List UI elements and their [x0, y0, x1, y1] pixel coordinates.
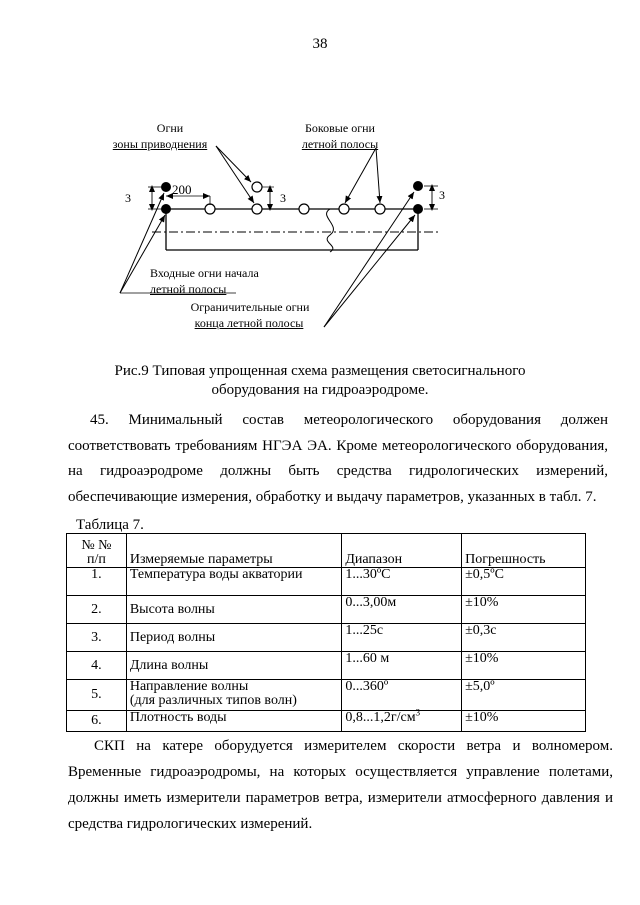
- table-row: [67, 711, 586, 732]
- cell-range: 1...30ºС: [342, 568, 462, 596]
- cell-parameter-line-2: (для различных типов волн): [129, 693, 297, 708]
- label-side-line1: Боковые огни: [305, 121, 375, 135]
- cell-parameter-line-1: Направление волны: [129, 679, 249, 694]
- cell-error: ±10%: [462, 596, 586, 624]
- cell-number: 4.: [67, 652, 127, 680]
- dimension-200: 200: [172, 182, 192, 197]
- cell-error: ±0,5ºС: [462, 568, 586, 596]
- table-row: [67, 568, 586, 596]
- leader-touchdown-a: [216, 146, 251, 182]
- touchdown-light-1: [205, 204, 215, 214]
- header-parameter: Измеряемые параметры: [126, 534, 342, 568]
- label-threshold-line1: Входные огни начала: [150, 266, 259, 280]
- cell-parameter: Период волны: [126, 624, 342, 652]
- cell-range: 0...360º: [342, 680, 462, 711]
- end-light-outer: [413, 181, 423, 191]
- threshold-light-inner: [161, 204, 171, 214]
- parameters-table: [66, 533, 586, 732]
- header-range: Диапазон: [342, 534, 462, 568]
- table-row: [67, 652, 586, 680]
- touchdown-light-3: [252, 182, 262, 192]
- paragraph-skp: [68, 733, 613, 837]
- cell-range-value: 0,8...1,2г/см: [345, 710, 416, 725]
- table-row: [67, 596, 586, 624]
- break-mark: [327, 209, 334, 252]
- dimension-left: 3: [125, 191, 131, 205]
- header-number-line-2: п/п: [86, 552, 106, 567]
- cell-number: 5.: [67, 680, 127, 711]
- cell-error: ±5,0º: [462, 680, 586, 711]
- cell-parameter: Высота волны: [126, 596, 342, 624]
- side-light-2: [339, 204, 349, 214]
- cell-parameter: Длина волны: [126, 652, 342, 680]
- table-row: [67, 624, 586, 652]
- paragraph-skp-line-2: Временные гидроаэродромы, на которых осуществляется управление полетами,: [68, 764, 613, 780]
- cell-parameter: [126, 680, 342, 711]
- paragraph-skp-line-1: СКП на катере оборудуется измерителем скорости ветра и волномером.: [94, 738, 613, 754]
- leader-side-b: [376, 148, 380, 203]
- cell-range: 0...3,00м: [342, 596, 462, 624]
- cell-number: 6.: [67, 711, 127, 732]
- paragraph-skp-line-3: должны иметь измерители параметров ветра, измерители атмосферного давления и: [68, 790, 613, 806]
- cell-error: ±10%: [462, 652, 586, 680]
- cell-range: 1...25с: [342, 624, 462, 652]
- label-threshold-line2: летной полосы: [150, 282, 227, 296]
- label-end-line2: конца летной полосы: [194, 316, 304, 330]
- cell-error: ±10%: [462, 711, 586, 732]
- cell-number: 2.: [67, 596, 127, 624]
- figure-lighting-diagram: [0, 0, 640, 340]
- page-number: 38: [312, 36, 328, 52]
- header-error: Погрешность: [462, 534, 586, 568]
- table-row: [67, 680, 586, 711]
- threshold-light-outer: [161, 182, 171, 192]
- dimension-middle: 3: [280, 191, 286, 205]
- label-end-line1: Ограничительные огни: [190, 300, 310, 314]
- paragraph-skp-line-4: средства гидрологических измерений.: [68, 816, 313, 832]
- paragraph-45-line-4: обеспечивающие измерения, обработку и выдачу параметров, указанных в табл. 7.: [68, 488, 597, 505]
- dimension-right: 3: [439, 188, 445, 202]
- leader-side-a: [345, 148, 376, 203]
- side-light-3: [375, 204, 385, 214]
- touchdown-light-2: [252, 204, 262, 214]
- caption-line-1: Рис.9 Типовая упрощенная схема размещения светосигнального: [114, 363, 526, 379]
- label-side-line2: летной полосы: [301, 137, 379, 151]
- cell-error: ±0,3с: [462, 624, 586, 652]
- cell-range: [342, 707, 462, 732]
- side-light-1: [299, 204, 309, 214]
- header-number-line-1: № №: [81, 538, 112, 553]
- cell-parameter: Температура воды акватории: [126, 568, 342, 596]
- label-touchdown-line2: зоны приводнения: [112, 137, 208, 151]
- cell-parameter: Плотность воды: [126, 711, 342, 732]
- figure-caption: [100, 362, 540, 400]
- paragraph-45-line-2: соответствовать требованиям НГЭА ЭА. Кроме метеорологического оборудования,: [68, 437, 608, 454]
- leader-end-a: [324, 192, 414, 327]
- end-light-inner: [413, 204, 423, 214]
- paragraph-45: [68, 408, 608, 510]
- header-number: [67, 534, 127, 568]
- cell-number: 3.: [67, 624, 127, 652]
- cell-range: 1...60 м: [342, 652, 462, 680]
- paragraph-45-line-1: 45. Минимальный состав метеорологического оборудования должен: [90, 412, 608, 428]
- leader-touchdown-b: [216, 146, 254, 203]
- table-header-row: [67, 534, 586, 568]
- table-caption: Таблица 7.: [76, 517, 144, 533]
- cell-range-superscript: 3: [415, 707, 421, 718]
- paragraph-45-line-3: на гидроаэродроме должны быть средства гидрологических измерений,: [68, 463, 608, 479]
- cell-number: 1.: [67, 568, 127, 596]
- label-touchdown-line1: Огни: [156, 121, 184, 135]
- lighting-diagram-drawing: [0, 0, 640, 340]
- caption-line-2: оборудования на гидроаэродроме.: [211, 382, 429, 398]
